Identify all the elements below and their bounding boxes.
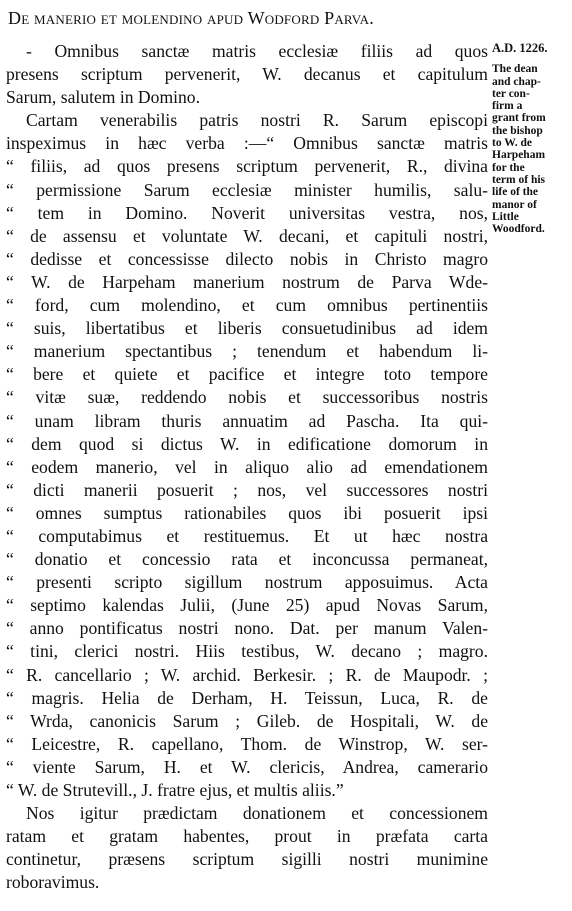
- text-line: roboravimus.: [6, 872, 100, 893]
- text-line: continetur, præsens scriptum sigilli nostri munimine: [6, 849, 488, 870]
- margin-note-line: the bishop: [492, 124, 543, 137]
- text-line: “ tem in Domino. Noverit universitas vestra, nos,: [6, 202, 488, 223]
- margin-note-line: Little: [492, 210, 519, 223]
- text-line: “ W. de Harpeham manerium nostrum de Parva Wde-: [6, 271, 488, 292]
- margin-note-line: Woodford.: [492, 223, 545, 236]
- margin-note-line: and chap-: [492, 75, 541, 88]
- margin-note-line: to W. de: [492, 137, 532, 150]
- text-line: “ eodem manerio, vel in aliquo alio ad emendationem: [6, 456, 488, 477]
- charter-text: [6, 40, 488, 894]
- margin-note-line: Harpeham: [492, 149, 546, 162]
- text-line: “ anno pontificatus nostri nono. Dat. per manum Valen-: [6, 618, 488, 639]
- text-line: “ R. cancellario ; W. archid. Berkesir. ; R. de Maupodr. ;: [6, 664, 488, 685]
- margin-note-line: grant from: [492, 112, 546, 125]
- text-line: Nos igitur prædictam donationem et concessionem: [26, 803, 488, 824]
- text-line: inspeximus in hæc verba :—“ Omnibus sanctæ matris: [6, 133, 488, 154]
- text-line: “ septimo kalendas Julii, (June 25) apud Novas Sarum,: [6, 595, 488, 616]
- text-line: “ W. de Strutevill., J. fratre ejus, et multis aliis.”: [6, 780, 344, 800]
- text-line: “ ford, cum molendino, et cum omnibus pertinentiis: [6, 295, 488, 316]
- text-line: “ donatio et concessio rata et inconcussa permaneat,: [6, 549, 488, 570]
- text-line: “ dem quod si dictus W. in edificatione domorum in: [6, 433, 488, 454]
- text-line: ratam et gratam habentes, prout in præfata carta: [6, 826, 488, 847]
- margin-note-line: ter con-: [492, 87, 530, 100]
- text-line: Cartam venerabilis patris nostri R. Sarum episcopi: [26, 110, 488, 131]
- margin-note: [492, 42, 572, 235]
- margin-date: A.D. 1226.: [492, 41, 548, 55]
- text-line: “ vitæ suæ, reddendo nobis et successoribus nostris: [6, 387, 488, 408]
- margin-note-line: The dean: [492, 63, 538, 76]
- text-line: “ omnes sumptus rationabiles quos ibi posuerit ipsi: [6, 502, 488, 523]
- text-line: “ dicti manerii posuerit ; nos, vel successores nostri: [6, 479, 488, 500]
- text-line: “ filiis, ad quos presens scriptum pervenerit, R., divina: [6, 156, 488, 177]
- text-line: “ permissione Sarum ecclesiæ minister humilis, salu-: [6, 179, 488, 200]
- margin-note-line: firm a: [492, 100, 523, 113]
- text-line: “ presenti scripto sigillum nostrum apposuimus. Acta: [6, 572, 488, 593]
- text-line: “ unam libram thuris annuatim ad Pascha. Ita qui-: [6, 410, 488, 431]
- text-line: “ tini, clerici nostri. Hiis testibus, W. decano ; magro.: [6, 641, 488, 662]
- text-line: “ suis, libertatibus et liberis consuetudinibus ad idem: [6, 318, 488, 339]
- text-line: “ de assensu et voluntate W. decani, et capituli nostri,: [6, 225, 488, 246]
- text-line: “ computabimus et restituemus. Et ut hæc nostra: [6, 525, 488, 546]
- text-line: “ dedisse et concessisse dilecto nobis in Christo magro: [6, 248, 488, 269]
- margin-note-line: life of the: [492, 186, 538, 199]
- margin-note-line: for the: [492, 161, 525, 174]
- text-line: Sarum, salutem in Domino.: [6, 87, 201, 108]
- text-line: “ Wrda, canonicis Sarum ; Gileb. de Hospitali, W. de: [6, 710, 488, 731]
- text-line: presens scriptum pervenerit, W. decanus et capitulum: [6, 64, 488, 85]
- text-line: “ manerium spectantibus ; tenendum et habendum li-: [6, 341, 488, 362]
- text-line: “ bere et quiete et pacifice et integre toto tempore: [6, 364, 488, 385]
- text-line: - Omnibus sanctæ matris ecclesiæ filiis ad quos: [26, 41, 488, 61]
- margin-note-line: manor of: [492, 198, 537, 211]
- text-line: “ Leicestre, R. capellano, Thom. de Winstrop, W. ser-: [6, 733, 488, 754]
- margin-note-line: term of his: [492, 173, 546, 186]
- page-heading: De manerio et molendino apud Wodford Parva.: [8, 8, 374, 28]
- text-line: “ viente Sarum, H. et W. clericis, Andrea, camerario: [6, 756, 488, 777]
- text-line: “ magris. Helia de Derham, H. Teissun, Luca, R. de: [6, 687, 488, 708]
